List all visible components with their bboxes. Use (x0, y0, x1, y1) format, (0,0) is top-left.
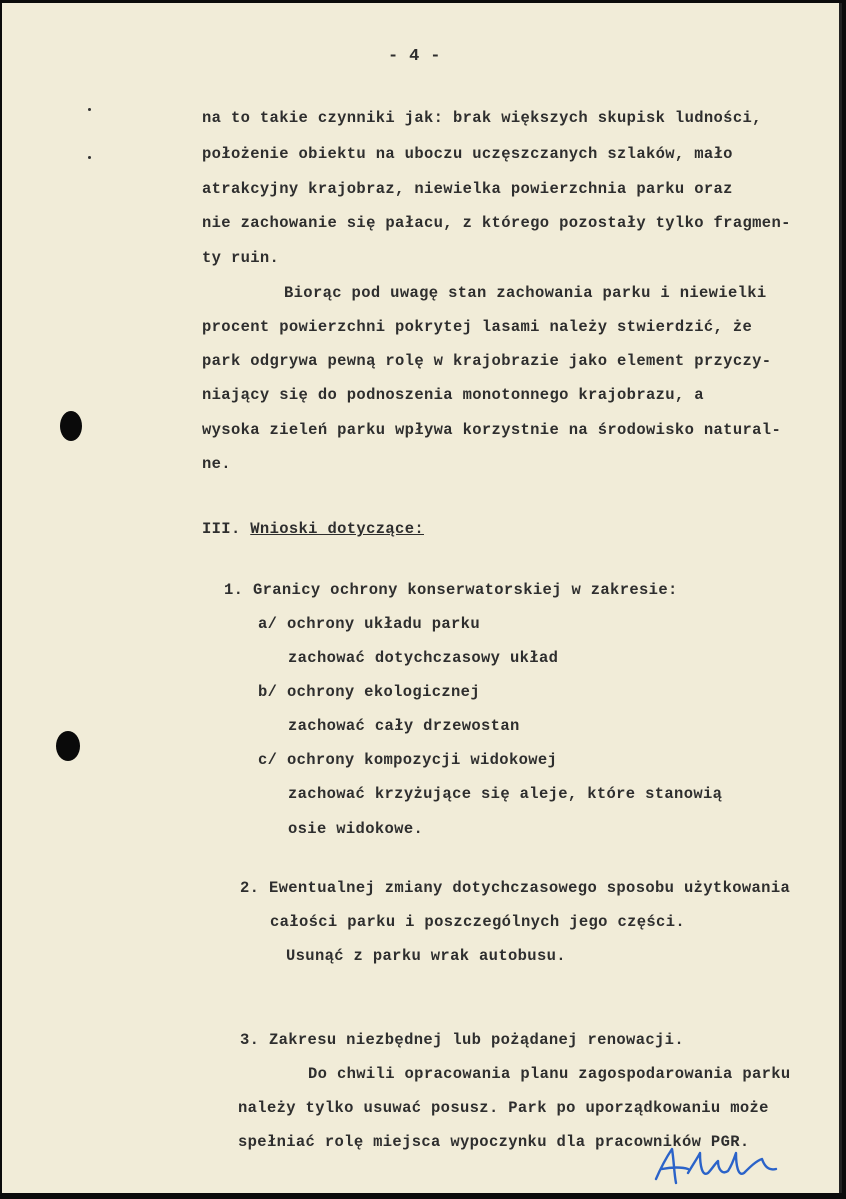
sub-item-text: zachować cały drzewostan (288, 717, 520, 735)
sub-item-label: c/ ochrony kompozycji widokowej (258, 751, 558, 769)
item-title: 1. Granicy ochrony konserwatorskiej w zakresie: (224, 581, 678, 599)
text-line: na to takie czynniki jak: brak większych skupisk ludności, (202, 109, 762, 127)
punch-hole (60, 411, 82, 441)
item-title: 3. Zakresu niezbędnej lub pożądanej renowacji. (240, 1031, 684, 1049)
item-title: 2. Ewentualnej zmiany dotychczasowego sposobu użytkowania (240, 879, 791, 897)
document-page (2, 3, 842, 1193)
page-number: - 4 - (388, 47, 441, 66)
sub-item-text: zachować krzyżujące się aleje, które stanowią (288, 785, 723, 803)
text-line: Biorąc pod uwagę stan zachowania parku i niewielki (284, 284, 767, 302)
paper-speck (88, 156, 91, 159)
text-line: niający się do podnoszenia monotonnego krajobrazu, a (202, 386, 704, 404)
text-line: ty ruin. (202, 249, 280, 267)
section-title: Wnioski dotyczące: (250, 520, 424, 538)
text-line: całości parku i poszczególnych jego części. (270, 913, 686, 931)
sub-item-text: zachować dotychczasowy układ (288, 649, 559, 667)
sub-item-label: a/ ochrony układu parku (258, 615, 480, 633)
sub-item-label: b/ ochrony ekologicznej (258, 683, 480, 701)
text-line: należy tylko usuwać posusz. Park po uporządkowaniu może (238, 1099, 769, 1117)
section-heading (202, 520, 424, 538)
section-number: III. (202, 520, 241, 538)
punch-hole (56, 731, 80, 761)
text-line: położenie obiektu na uboczu uczęszczanych szlaków, mało (202, 145, 733, 163)
text-line: ne. (202, 455, 231, 473)
text-line: Usunąć z parku wrak autobusu. (286, 947, 566, 965)
text-line: nie zachowanie się pałacu, z którego pozostały tylko fragmen- (202, 214, 791, 232)
text-line: park odgrywa pewną rolę w krajobrazie jako element przyczy- (202, 352, 772, 370)
text-line: wysoka zieleń parku wpływa korzystnie na środowisko natural- (202, 421, 782, 439)
text-line: spełniać rolę miejsca wypoczynku dla pracowników PGR. (238, 1133, 750, 1151)
sub-item-text: osie widokowe. (288, 820, 424, 838)
text-line: Do chwili opracowania planu zagospodarowania parku (308, 1065, 791, 1083)
paper-speck (88, 108, 91, 111)
text-line: procent powierzchni pokrytej lasami należy stwierdzić, że (202, 318, 753, 336)
handwritten-signature (652, 1143, 782, 1188)
text-line: atrakcyjny krajobraz, niewielka powierzchnia parku oraz (202, 180, 733, 198)
